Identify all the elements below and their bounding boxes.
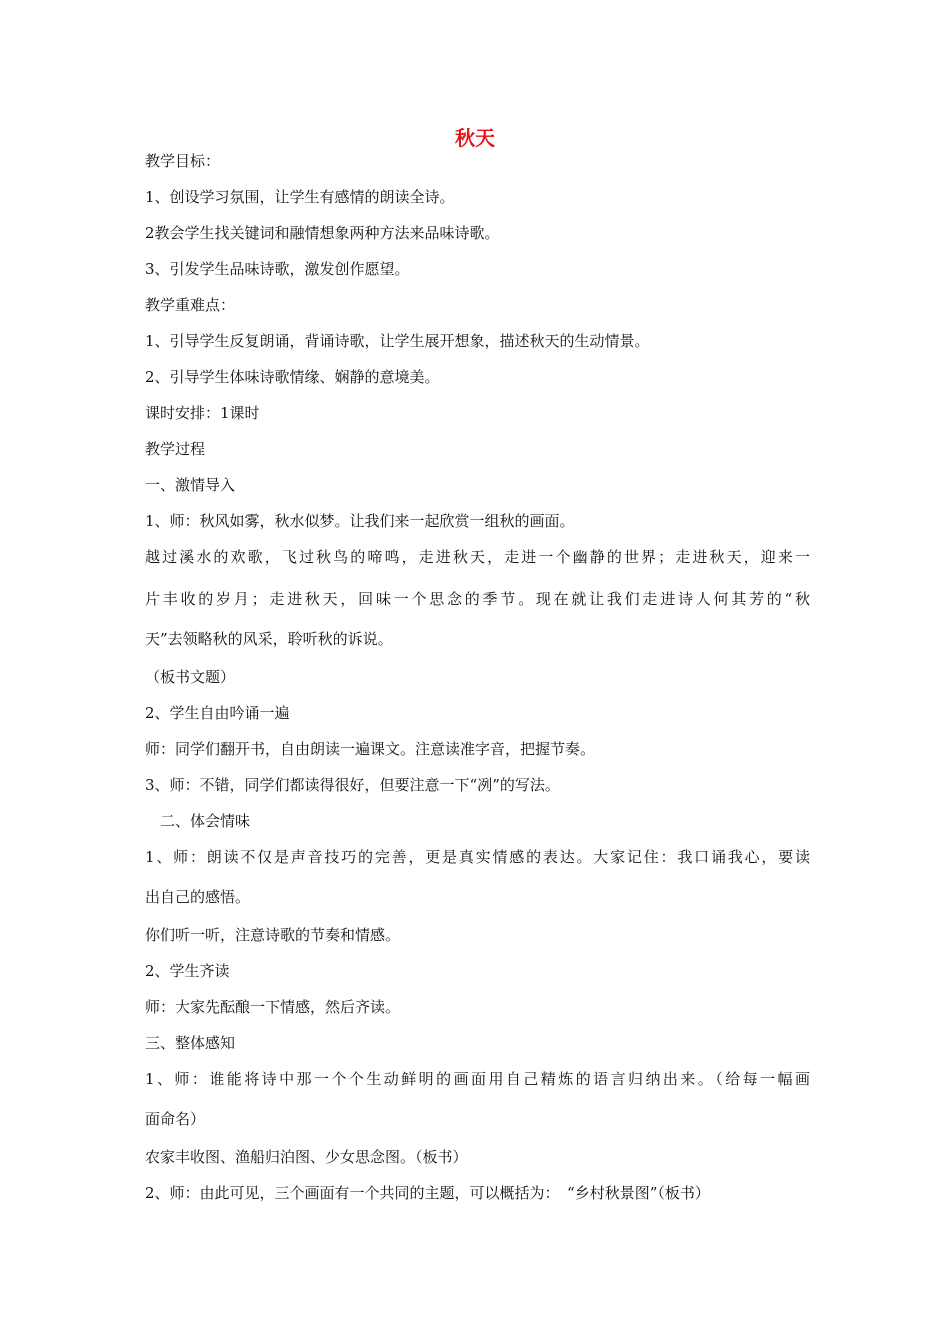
text-line: 1、师：谁能将诗中那一个个生动鲜明的画面用自己精炼的语言归纳出来。（给每一幅画: [145, 1070, 810, 1088]
text-line: 面命名）: [145, 1110, 206, 1128]
text-line: 越过溪水的欢歌，飞过秋鸟的啼鸣，走进秋天，走进一个幽静的世界；走进秋天，迎来一: [145, 548, 810, 566]
text-line: 天”去领略秋的风采，聆听秋的诉说。: [145, 630, 393, 648]
document-title: 秋天: [455, 126, 495, 150]
text-line: 1、师：秋风如雾，秋水似梦。让我们来一起欣赏一组秋的画面。: [145, 512, 575, 530]
text-line: 2、学生齐读: [145, 962, 230, 980]
text-line: 3、师：不错，同学们都读得很好，但要注意一下“冽”的写法。: [145, 776, 560, 794]
section-heading: 二、体会情味: [160, 812, 251, 830]
text-line: 你们听一听，注意诗歌的节奏和情感。: [145, 926, 401, 944]
text-line: 师：同学们翻开书，自由朗读一遍课文。注意读准字音，把握节奏。: [145, 740, 596, 758]
text-line: 1、引导学生反复朗诵，背诵诗歌，让学生展开想象，描述秋天的生动情景。: [145, 332, 650, 350]
text-line: 片丰收的岁月；走进秋天，回味一个思念的季节。现在就让我们走进诗人何其芳的“秋: [145, 590, 810, 608]
text-line: 师：大家先酝酿一下情感，然后齐读。: [145, 998, 401, 1016]
text-line: 1、创设学习氛围，让学生有感情的朗读全诗。: [145, 188, 455, 206]
text-line: 课时安排：1课时: [145, 404, 260, 422]
text-line: （板书文题）: [145, 668, 236, 686]
text-line: 教学重难点：: [145, 296, 236, 314]
text-line: 农家丰收图、渔船归泊图、少女思念图。（板书）: [145, 1148, 468, 1166]
text-line: 3、引发学生品味诗歌，激发创作愿望。: [145, 260, 410, 278]
text-line: 出自己的感悟。: [145, 888, 251, 906]
section-heading: 教学过程: [145, 440, 206, 458]
text-line: 教学目标：: [145, 152, 221, 170]
section-heading: 三、整体感知: [145, 1034, 236, 1052]
text-line: 1、师：朗读不仅是声音技巧的完善，更是真实情感的表达。大家记住：我口诵我心，要读: [145, 848, 810, 866]
section-heading: 一、激情导入: [145, 476, 236, 494]
text-line: 2、学生自由吟诵一遍: [145, 704, 290, 722]
text-line: 2教会学生找关键词和融情想象两种方法来品味诗歌。: [145, 224, 500, 242]
text-line: 2、师：由此可见，三个画面有一个共同的主题，可以概括为： “乡村秋景图”（板书）: [145, 1184, 710, 1202]
text-line: 2、引导学生体味诗歌情缘、娴静的意境美。: [145, 368, 440, 386]
